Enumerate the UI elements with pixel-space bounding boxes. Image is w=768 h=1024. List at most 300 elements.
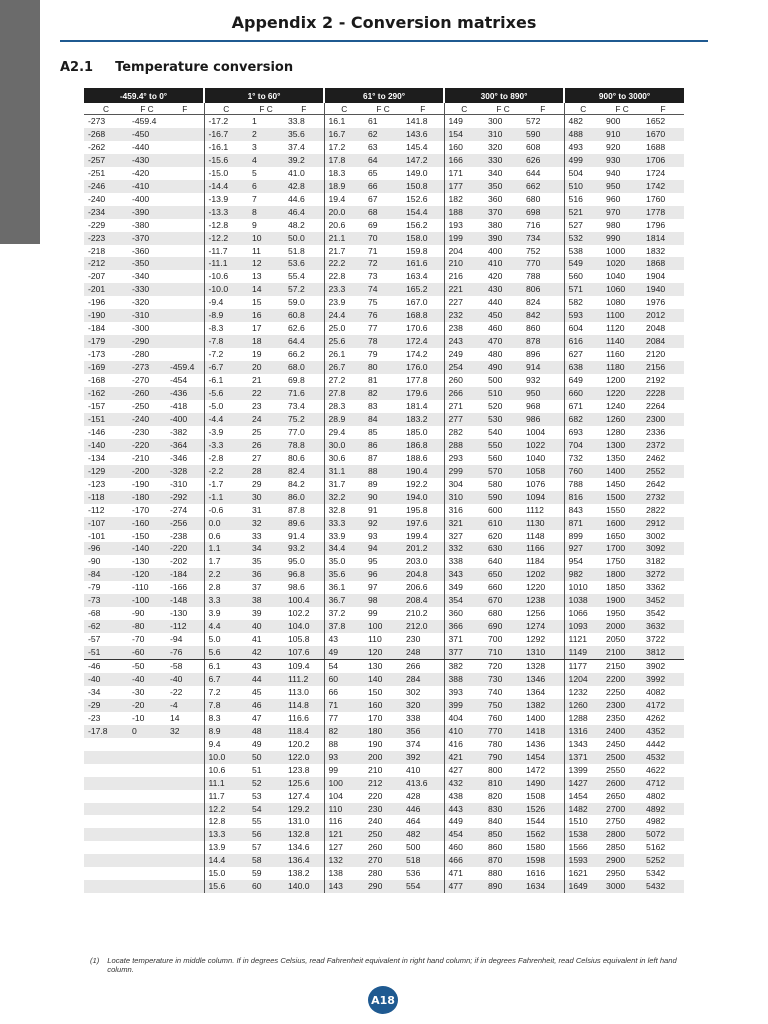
table-cell: 454 xyxy=(444,828,484,841)
table-cell: 970 xyxy=(602,206,642,219)
table-cell: 500 xyxy=(488,375,503,386)
table-cell: 0.6 xyxy=(204,530,248,543)
table-cell: 540 xyxy=(488,426,503,437)
table-row xyxy=(84,387,684,400)
table-cell: 227 xyxy=(444,296,484,309)
table-cell: -430 xyxy=(128,154,166,167)
table-row xyxy=(84,699,684,712)
table-cell: -190 xyxy=(84,309,128,322)
range-header: 900° to 3000° xyxy=(564,88,684,103)
table-cell: 37.8 xyxy=(324,620,364,633)
conversion-table-wrapper xyxy=(84,88,684,893)
table-cell: 280 xyxy=(368,868,383,879)
table-cell: 2450 xyxy=(606,738,626,749)
table-cell: 131.0 xyxy=(288,816,310,827)
table-cell: -162 xyxy=(84,387,128,400)
table-cell: 154.4 xyxy=(402,206,444,219)
table-cell: 186.8 xyxy=(402,439,444,452)
table-cell: 5.0 xyxy=(204,633,248,646)
table-cell: 16.7 xyxy=(324,128,364,141)
table-cell: 627 xyxy=(564,348,602,361)
table-cell: 59 xyxy=(252,868,262,879)
table-cell: 6 xyxy=(248,180,284,193)
table-row xyxy=(84,854,684,867)
table-cell: -17.2 xyxy=(204,115,248,128)
table-cell: 28.9 xyxy=(324,413,364,426)
table-cell: 554 xyxy=(402,880,444,893)
table-cell: 230 xyxy=(406,634,421,645)
table-cell: -22 xyxy=(170,686,183,697)
table-cell: 72 xyxy=(364,257,402,270)
table-cell: 66.2 xyxy=(288,349,305,360)
table-cell: 220 xyxy=(368,790,383,801)
table-cell: 138 xyxy=(324,867,364,880)
table-cell: 1400 xyxy=(602,465,642,478)
table-cell: 170.6 xyxy=(406,323,428,334)
table-cell xyxy=(166,828,204,841)
table-row xyxy=(84,374,684,387)
table-cell: 4982 xyxy=(646,816,666,827)
table-cell: 590 xyxy=(484,491,522,504)
table-cell: 84.2 xyxy=(288,478,305,489)
table-cell: 156.2 xyxy=(406,219,428,230)
table-cell: 1010 xyxy=(564,581,602,594)
table-cell: -15.0 xyxy=(204,167,248,180)
table-cell: 123.8 xyxy=(288,764,310,775)
table-cell: -7.2 xyxy=(204,348,248,361)
table-cell: 571 xyxy=(564,283,602,296)
table-cell xyxy=(166,348,204,361)
table-cell: 46 xyxy=(248,699,284,712)
table-cell: 842 xyxy=(522,309,564,322)
unit-header: F xyxy=(284,103,324,115)
table-cell: 44.6 xyxy=(288,193,305,204)
table-cell: 125.6 xyxy=(284,777,324,790)
table-cell: 650 xyxy=(484,568,522,581)
table-cell: 320 xyxy=(402,699,444,712)
table-cell: 649 xyxy=(564,374,602,387)
table-cell: 127 xyxy=(324,841,364,854)
table-cell: 340 xyxy=(488,167,503,178)
table-cell: 79 xyxy=(368,349,378,360)
table-cell: 1508 xyxy=(526,790,546,801)
table-cell: 18 xyxy=(248,335,284,348)
table-cell: -251 xyxy=(88,167,106,178)
table-cell: -340 xyxy=(132,271,150,282)
table-cell: 95.0 xyxy=(288,556,305,567)
table-cell: 190 xyxy=(368,738,383,749)
table-cell: 86 xyxy=(364,439,402,452)
table-cell xyxy=(166,141,204,154)
table-cell: 110 xyxy=(324,803,364,816)
table-cell: 21.7 xyxy=(324,245,364,258)
table-cell xyxy=(84,867,128,880)
table-cell: -8.9 xyxy=(204,309,248,322)
table-cell: 15 xyxy=(252,297,262,308)
table-cell: 4622 xyxy=(646,764,666,775)
table-row xyxy=(84,141,684,154)
table-cell: -330 xyxy=(128,283,166,296)
table-cell: 19 xyxy=(252,349,262,360)
table-cell: 1472 xyxy=(526,764,546,775)
table-cell: -273 xyxy=(128,361,166,374)
table-cell: 64.4 xyxy=(284,335,324,348)
table-cell: -220 xyxy=(166,542,204,555)
table-cell: 8 xyxy=(248,206,284,219)
table-cell: 82.4 xyxy=(284,465,324,478)
table-cell: 29 xyxy=(252,478,262,489)
table-cell: 57.2 xyxy=(284,283,324,296)
table-cell: 3992 xyxy=(642,673,684,686)
table-cell: 49 xyxy=(324,646,364,659)
table-cell: 477 xyxy=(444,880,484,893)
table-cell xyxy=(128,751,166,764)
table-cell: 871 xyxy=(564,517,602,530)
table-cell: 2552 xyxy=(642,465,684,478)
table-cell: 371 xyxy=(444,633,484,646)
table-cell: 248 xyxy=(402,646,444,659)
table-cell: -240 xyxy=(128,413,166,426)
table-cell: -257 xyxy=(84,154,128,167)
table-cell: 88 xyxy=(324,738,364,751)
table-cell: 193 xyxy=(444,219,484,232)
table-cell: 37.4 xyxy=(288,141,305,152)
table-cell: 18.9 xyxy=(324,180,364,193)
table-cell: -168 xyxy=(88,375,106,386)
table-cell: -140 xyxy=(128,542,166,555)
table-cell: 76 xyxy=(364,309,402,322)
table-row xyxy=(84,673,684,686)
table-cell: -84 xyxy=(84,568,128,581)
table-cell: 293 xyxy=(444,452,484,465)
table-row xyxy=(84,594,684,607)
table-cell: 1004 xyxy=(526,426,546,437)
table-cell: 73.4 xyxy=(288,400,305,411)
table-cell: 600 xyxy=(488,504,503,515)
table-cell: -6.1 xyxy=(204,374,248,387)
table-cell: -7.8 xyxy=(204,335,248,348)
table-cell: 17.2 xyxy=(324,141,364,154)
table-cell: 770 xyxy=(522,257,564,270)
table-cell: 1454 xyxy=(522,751,564,764)
table-cell: 13.9 xyxy=(204,841,248,854)
table-cell: 176.0 xyxy=(402,361,444,374)
table-cell: 2732 xyxy=(642,491,684,504)
table-cell: 109.4 xyxy=(288,661,310,672)
table-cell: 199 xyxy=(444,232,484,245)
table-cell: 77.0 xyxy=(288,426,305,437)
table-cell: 570 xyxy=(484,465,522,478)
table-cell: 1850 xyxy=(606,582,626,593)
table-cell: -300 xyxy=(132,323,150,334)
table-cell: 510 xyxy=(484,387,522,400)
table-cell: 1454 xyxy=(564,790,602,803)
table-row xyxy=(84,828,684,841)
table-cell: 143.6 xyxy=(402,128,444,141)
table-cell: 698 xyxy=(522,206,564,219)
table-cell: 3 xyxy=(252,141,257,152)
table-cell: -13.9 xyxy=(204,193,248,206)
table-cell: 1280 xyxy=(606,426,626,437)
table-cell: -40 xyxy=(166,673,204,686)
table-cell: 750 xyxy=(484,699,522,712)
table-cell xyxy=(128,867,166,880)
table-cell: 33.9 xyxy=(324,530,364,543)
table-cell: -238 xyxy=(170,530,188,541)
page-number-badge xyxy=(368,986,398,1014)
table-cell: 31 xyxy=(252,504,262,515)
table-cell: 29.4 xyxy=(324,426,364,439)
table-cell: 327 xyxy=(444,530,484,543)
table-cell: 172.4 xyxy=(402,335,444,348)
table-cell: 35.0 xyxy=(324,555,364,568)
table-cell: 1490 xyxy=(522,777,564,790)
table-cell: 98 xyxy=(364,594,402,607)
table-cell: -46 xyxy=(88,661,101,672)
table-cell: 104 xyxy=(324,790,364,803)
table-cell: 21 xyxy=(252,375,262,386)
table-cell: -140 xyxy=(84,439,128,452)
table-cell: 730 xyxy=(484,673,522,686)
table-cell: -134 xyxy=(88,452,106,463)
table-cell: 54 xyxy=(324,660,364,673)
table-row xyxy=(84,777,684,790)
table-cell: 104.0 xyxy=(284,620,324,633)
table-cell: 132 xyxy=(324,854,364,867)
table-cell: -173 xyxy=(88,349,106,360)
table-cell: -418 xyxy=(170,400,188,411)
table-cell: 212 xyxy=(364,777,402,790)
table-cell: 5162 xyxy=(646,842,666,853)
table-cell: 57 xyxy=(252,842,262,853)
table-cell: 221 xyxy=(444,283,484,296)
table-cell: 510 xyxy=(564,180,602,193)
table-cell: 968 xyxy=(526,400,541,411)
table-cell: 604 xyxy=(564,322,602,335)
table-cell: 1292 xyxy=(526,634,546,645)
table-cell: 4352 xyxy=(642,725,684,738)
table-cell: 71 xyxy=(324,699,364,712)
table-cell: 167.0 xyxy=(406,297,428,308)
table-cell: 80 xyxy=(364,361,402,374)
unit-header: F C xyxy=(364,103,402,115)
table-cell: 927 xyxy=(564,542,602,555)
table-cell xyxy=(166,180,204,193)
table-cell: 1040 xyxy=(526,452,546,463)
table-cell: 89 xyxy=(368,478,378,489)
table-cell: 78 xyxy=(364,335,402,348)
table-cell: 8.9 xyxy=(204,725,248,738)
table-cell: 360 xyxy=(444,607,484,620)
table-cell: -12.8 xyxy=(204,219,248,232)
table-cell: 63 xyxy=(368,141,378,152)
table-cell: 141.8 xyxy=(406,116,428,126)
table-cell: -62 xyxy=(84,620,128,633)
table-row xyxy=(84,400,684,413)
table-cell: 60.8 xyxy=(284,309,324,322)
table-cell: 488 xyxy=(564,128,602,141)
table-cell: 480 xyxy=(488,349,503,360)
table-cell: 20 xyxy=(248,361,284,374)
table-cell: 50.0 xyxy=(284,232,324,245)
table-cell: 734 xyxy=(522,232,564,245)
table-cell: -11.7 xyxy=(204,245,248,258)
table-cell: 150 xyxy=(368,686,383,697)
table-cell: 27.2 xyxy=(324,374,364,387)
table-cell: -234 xyxy=(84,206,128,219)
table-cell: 1650 xyxy=(606,530,626,541)
table-cell: 2500 xyxy=(602,751,642,764)
table-cell: 266 xyxy=(406,661,421,672)
table-cell: 2200 xyxy=(602,673,642,686)
table-cell: 55 xyxy=(252,816,262,827)
table-cell: 134.6 xyxy=(288,842,310,853)
table-cell xyxy=(166,880,204,893)
table-cell: 532 xyxy=(564,232,602,245)
table-cell: 1260 xyxy=(602,413,642,426)
table-cell: -218 xyxy=(88,245,106,256)
table-cell: 1121 xyxy=(564,633,602,646)
table-cell: 1832 xyxy=(646,245,666,256)
table-cell xyxy=(84,841,128,854)
table-cell: 610 xyxy=(484,517,522,530)
table-cell: 660 xyxy=(488,582,503,593)
table-cell: -12.2 xyxy=(204,232,248,245)
table-cell: 382 xyxy=(444,660,484,673)
table-cell: 121 xyxy=(324,828,364,841)
table-cell: 71.6 xyxy=(284,387,324,400)
table-cell: 950 xyxy=(602,180,642,193)
table-cell: 96.8 xyxy=(284,568,324,581)
table-cell: 1040 xyxy=(606,271,626,282)
table-cell: 572 xyxy=(526,116,541,126)
table-cell: -90 xyxy=(88,556,101,567)
table-cell: 97 xyxy=(368,582,378,593)
table-cell: 12.2 xyxy=(204,803,248,816)
table-cell: 91 xyxy=(368,504,378,515)
table-cell: -260 xyxy=(128,387,166,400)
table-cell: 1814 xyxy=(642,232,684,245)
table-cell: -16.1 xyxy=(204,141,248,154)
table-cell: 682 xyxy=(564,413,602,426)
table-cell: 60 xyxy=(324,673,364,686)
table-cell: -170 xyxy=(132,504,150,515)
table-row xyxy=(84,283,684,296)
table-cell: 2650 xyxy=(606,790,626,801)
table-cell: -328 xyxy=(166,465,204,478)
table-cell: 243 xyxy=(444,335,484,348)
table-cell: 111.2 xyxy=(284,673,324,686)
table-cell: 47 xyxy=(252,712,262,723)
table-cell: 87 xyxy=(368,452,378,463)
table-cell: 28 xyxy=(248,465,284,478)
table-cell: 32 xyxy=(166,725,204,738)
table-cell: 1058 xyxy=(522,465,564,478)
table-cell: 254 xyxy=(444,361,484,374)
table-cell: 662 xyxy=(522,180,564,193)
table-cell: 1670 xyxy=(642,128,684,141)
table-cell: 32 xyxy=(248,517,284,530)
table-cell: 1706 xyxy=(642,154,684,167)
table-row xyxy=(84,803,684,816)
table-cell: 3182 xyxy=(646,556,666,567)
table-cell: 1382 xyxy=(522,699,564,712)
table-cell: 42 xyxy=(248,646,284,659)
table-cell: 24 xyxy=(248,413,284,426)
table-cell: 1148 xyxy=(526,530,545,541)
table-row xyxy=(84,517,684,530)
table-cell: 2550 xyxy=(606,764,626,775)
table-row xyxy=(84,542,684,555)
table-cell xyxy=(128,764,166,777)
table-cell: 860 xyxy=(488,842,503,853)
table-cell xyxy=(84,790,128,803)
table-cell xyxy=(166,167,204,180)
table-cell: -112 xyxy=(88,504,105,515)
table-cell: 266 xyxy=(444,387,484,400)
table-cell: 380 xyxy=(488,219,503,230)
table-cell: -380 xyxy=(132,219,150,230)
table-cell: 2120 xyxy=(646,349,666,360)
table-cell: -201 xyxy=(84,283,128,296)
table-cell: -246 xyxy=(84,180,128,193)
table-cell: -79 xyxy=(88,582,101,593)
table-cell xyxy=(166,245,204,258)
table-cell: 5072 xyxy=(642,828,684,841)
table-cell: 1200 xyxy=(606,375,626,386)
table-cell: 190.4 xyxy=(402,465,444,478)
table-cell: 114.8 xyxy=(284,699,324,712)
table-cell: 680 xyxy=(488,608,503,619)
table-cell: 284 xyxy=(402,673,444,686)
table-cell: 158.0 xyxy=(402,232,444,245)
table-cell: -10.0 xyxy=(204,283,248,296)
table-cell: 19.4 xyxy=(324,193,364,206)
table-cell: 388 xyxy=(444,673,484,686)
table-cell: 1066 xyxy=(564,607,602,620)
table-cell: 850 xyxy=(484,828,522,841)
table-cell: 446 xyxy=(402,803,444,816)
table-cell: -459.4 xyxy=(132,116,157,126)
table-cell: -129 xyxy=(84,465,128,478)
table-cell: 2850 xyxy=(606,842,626,853)
table-cell: 354 xyxy=(444,594,484,607)
table-cell: 89.6 xyxy=(284,517,324,530)
table-cell: 7.2 xyxy=(204,686,248,699)
table-cell: 18.3 xyxy=(324,167,364,180)
table-cell: 210.2 xyxy=(406,608,428,619)
table-cell: 630 xyxy=(484,542,522,555)
table-cell: 56 xyxy=(248,828,284,841)
table-cell: 90 xyxy=(364,491,402,504)
table-cell: 11.1 xyxy=(204,777,248,790)
table-cell xyxy=(166,154,204,167)
table-cell: 25.6 xyxy=(324,335,364,348)
table-cell: 188.6 xyxy=(406,452,428,463)
table-cell: 4172 xyxy=(642,699,684,712)
table-cell: 49 xyxy=(252,738,262,749)
table-cell: -51 xyxy=(84,646,128,659)
table-cell: 3.3 xyxy=(204,594,248,607)
table-cell: -400 xyxy=(166,413,204,426)
table-cell: 1371 xyxy=(564,751,602,764)
footnote xyxy=(90,956,680,974)
table-cell: 302 xyxy=(406,686,421,697)
table-cell: 3812 xyxy=(642,646,684,659)
table-cell: 30.6 xyxy=(324,452,364,465)
table-cell: 1700 xyxy=(602,542,642,555)
table-cell: 1904 xyxy=(646,271,666,282)
